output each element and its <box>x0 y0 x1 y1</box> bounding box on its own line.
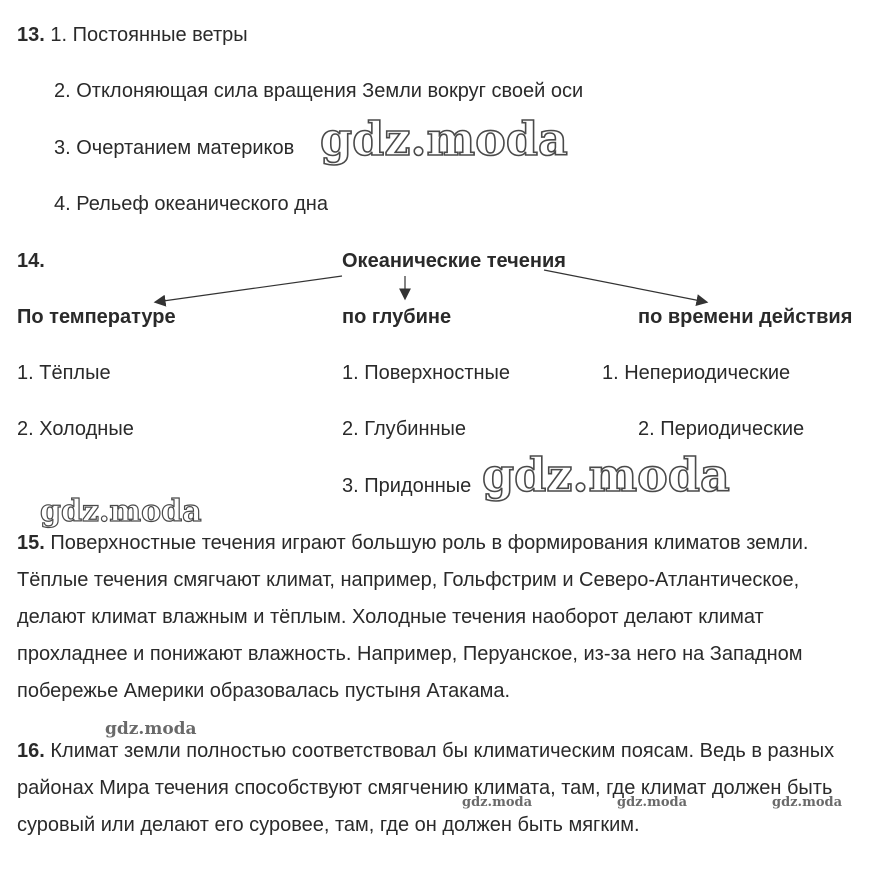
q16-paragraph <box>17 733 869 844</box>
q14-depth-item-1: 1. Поверхностные <box>342 362 511 384</box>
q14-col-depth-heading: по глубине <box>342 306 452 328</box>
q14-col-temperature-heading: По температуре <box>17 306 176 328</box>
q14-depth-item-3: 3. Придонные <box>342 475 472 497</box>
watermark-2: gdz.moda <box>482 448 730 502</box>
q13-number: 13. <box>17 24 45 46</box>
watermark-4: gdz.moda <box>105 719 197 739</box>
q13-item-4: 4. Рельеф океанического дна <box>54 193 328 215</box>
q14-time-item-1: 1. Непериодические <box>602 362 791 384</box>
q13-item-1: 1. Постоянные ветры <box>50 24 248 46</box>
watermark-3: gdz.moda <box>40 494 202 529</box>
q14-col-time-heading: по времени действия <box>638 306 853 328</box>
watermark-1: gdz.moda <box>320 112 568 166</box>
watermark-6: gdz.moda <box>617 795 688 810</box>
q14-number: 14. <box>17 250 45 272</box>
watermark-5: gdz.moda <box>462 795 533 810</box>
q14-temperature-item-2: 2. Холодные <box>17 418 134 440</box>
q14-depth-item-2: 2. Глубинные <box>342 418 467 440</box>
q15-number: 15. <box>17 532 45 554</box>
q15-text: Поверхностные течения играют большую роль в формирования климатов земли. Тёплые течения смягчают климат, например, Гольфстрим и Северо-Атлантическое, делают климат влажным и тёплым. Холодные течения наоборот делают климат прохладнее и понижают влажность. Например, Перуанское, из-за него на Западном побережье Америки образовалась пустыня Атакама. <box>17 532 809 702</box>
arrow-left <box>156 276 342 302</box>
q14-temperature-item-1: 1. Тёплые <box>17 362 111 384</box>
q14-time-item-2: 2. Периодические <box>638 418 805 440</box>
arrow-right <box>544 270 706 302</box>
q14-title: Океанические течения <box>342 250 566 272</box>
q16-number: 16. <box>17 740 45 762</box>
q13-item-3: 3. Очертанием материков <box>54 137 295 159</box>
q15-paragraph <box>17 525 869 710</box>
q13-item-2: 2. Отклоняющая сила вращения Земли вокруг своей оси <box>54 80 584 102</box>
q16-text: Климат земли полностью соответствовал бы климатическим поясам. Ведь в разных районах Мира течения способствуют смягчению климата, там, где климат должен быть суровый или делают его суровее, там, где он должен быть мягким. <box>17 740 835 836</box>
watermark-7: gdz.moda <box>772 795 843 810</box>
